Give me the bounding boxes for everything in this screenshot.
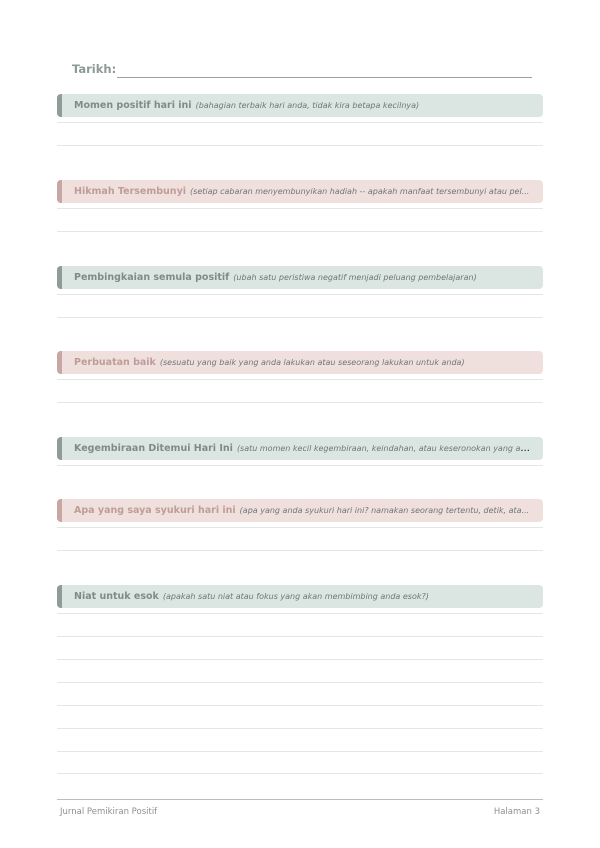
- writing-line[interactable]: [57, 208, 543, 209]
- section-hint: (setiap cabaran menyembunyikan hadiah -- apakah manfaat tersembunyi atau pel...: [190, 187, 530, 196]
- section-accent-bar: [57, 499, 62, 522]
- writing-line[interactable]: [57, 613, 543, 614]
- section-title: Niat untuk esok: [74, 591, 159, 602]
- section-accent-bar: [57, 585, 62, 608]
- writing-line[interactable]: [57, 773, 543, 774]
- writing-line[interactable]: [57, 682, 543, 683]
- section-accent-bar: [57, 94, 62, 117]
- section-hint: (ubah satu peristiwa negatif menjadi peluang pembelajaran): [233, 273, 477, 282]
- section-accent-bar: [57, 437, 62, 460]
- writing-line[interactable]: [57, 527, 543, 528]
- writing-line[interactable]: [57, 402, 543, 403]
- section-hint: (sesuatu yang baik yang anda lakukan atau seseorang lakukan untuk anda): [159, 358, 465, 367]
- section-header-good-deed: [57, 351, 543, 374]
- section-header-hidden-wisdom: [57, 180, 543, 203]
- writing-line[interactable]: [57, 231, 543, 232]
- section-hint: (apakah satu niat atau fokus yang akan membimbing anda esok?): [162, 592, 429, 601]
- section-accent-bar: [57, 351, 62, 374]
- section-title: Hikmah Tersembunyi: [74, 186, 187, 197]
- date-row: [72, 62, 532, 80]
- writing-line[interactable]: [57, 122, 543, 123]
- section-accent-bar: [57, 180, 62, 203]
- section-hint: (apa yang anda syukuri hari ini? namakan seorang tertentu, detik, ata...: [239, 506, 530, 515]
- section-title: Momen positif hari ini: [74, 100, 192, 111]
- writing-line[interactable]: [57, 145, 543, 146]
- section-header-positive-moment: [57, 94, 543, 117]
- section-header-positive-reframe: [57, 266, 543, 289]
- footer-divider: [57, 799, 543, 800]
- writing-line[interactable]: [57, 751, 543, 752]
- section-title: Pembingkaian semula positif: [74, 272, 230, 283]
- writing-line[interactable]: [57, 379, 543, 380]
- date-input-line[interactable]: [117, 77, 532, 78]
- writing-line[interactable]: [57, 659, 543, 660]
- writing-line[interactable]: [57, 705, 543, 706]
- section-header-intention-tomorrow: [57, 585, 543, 608]
- section-title: Apa yang saya syukuri hari ini: [74, 505, 236, 516]
- footer-page-number: Halaman 3: [493, 807, 540, 817]
- footer-journal-title: Jurnal Pemikiran Positif: [60, 807, 158, 817]
- writing-line[interactable]: [57, 728, 543, 729]
- section-accent-bar: [57, 266, 62, 289]
- date-label: Tarikh:: [72, 62, 117, 76]
- writing-line[interactable]: [57, 317, 543, 318]
- writing-line[interactable]: [57, 636, 543, 637]
- section-title: Kegembiraan Ditemui Hari Ini: [74, 443, 233, 454]
- section-header-joy-found: [57, 437, 543, 460]
- writing-line[interactable]: [57, 465, 543, 466]
- writing-line[interactable]: [57, 550, 543, 551]
- section-hint: (satu momen kecil kegembiraan, keindahan, atau keseronokan yang an...: [236, 444, 533, 453]
- section-hint: (bahagian terbaik hari anda, tidak kira betapa kecilnya): [195, 101, 420, 110]
- writing-line[interactable]: [57, 294, 543, 295]
- section-title: Perbuatan baik: [74, 357, 156, 368]
- section-header-gratitude: [57, 499, 543, 522]
